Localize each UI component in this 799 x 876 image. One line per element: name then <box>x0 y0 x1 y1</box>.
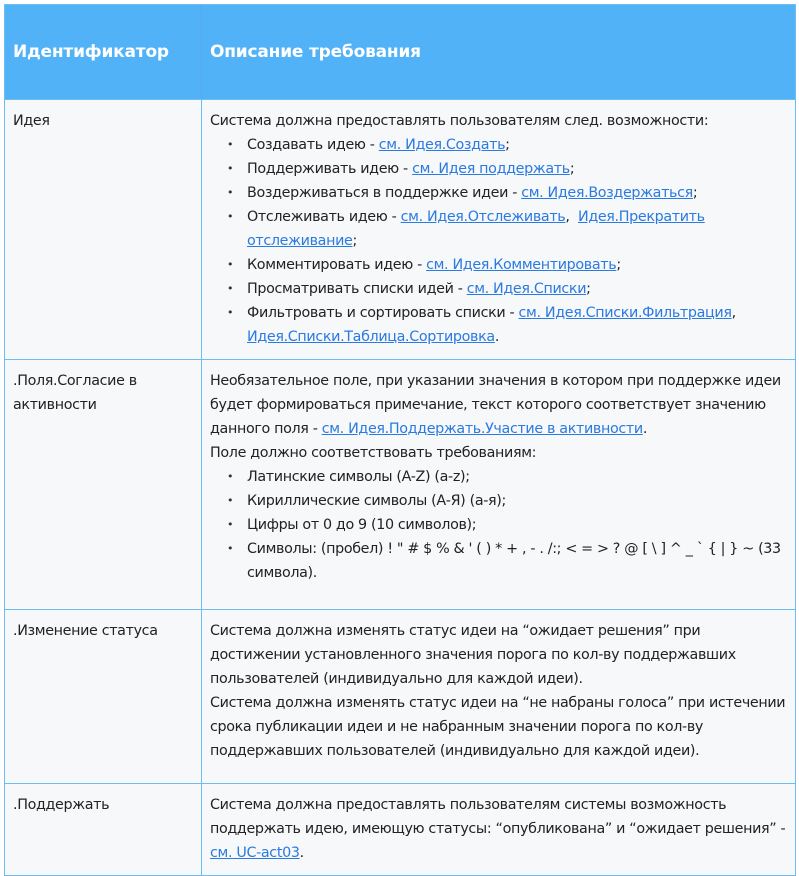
requirements-table <box>4 4 796 876</box>
table-row <box>5 100 796 360</box>
link-idea-stop-tracking[interactable]: Идея.Прекратить отслеживание <box>247 209 705 249</box>
description-paragraph: Система должна изменять статус идеи на “ожидает решения” при достижении установленного значения порога по кол-ву поддержавших пользователей (индивидуально для каждой идеи). <box>210 623 736 687</box>
row-identifier: Идея <box>5 100 202 360</box>
row-description <box>202 360 796 610</box>
list-item: • Отслеживать идею - см. Идея.Отслеживать, Идея.Прекратить отслеживание; <box>225 205 787 253</box>
list-item: • Создавать идею - см. Идея.Создать; <box>225 133 787 157</box>
row-description <box>202 610 796 784</box>
header-identifier: Идентификатор <box>5 5 202 100</box>
link-idea-support[interactable]: см. Идея поддержать <box>412 161 570 177</box>
link-idea-lists-sort[interactable]: Идея.Списки.Таблица.Сортировка <box>247 329 495 345</box>
link-idea-lists-filter[interactable]: см. Идея.Списки.Фильтрация <box>518 305 732 321</box>
list-item: • Просматривать списки идей - см. Идея.Списки; <box>225 277 787 301</box>
row-description: Система должна предоставлять пользователям системы возможность поддержать идею, имеющую статусы: “опубликована” и “ожидает решения” - см. UC-act03. <box>202 784 796 876</box>
capability-list <box>210 133 787 349</box>
row-identifier: .Изменение статуса <box>5 610 202 784</box>
link-idea-support-participation[interactable]: см. Идея.Поддержать.Участие в активности <box>321 421 643 437</box>
table-header-row <box>5 5 796 100</box>
link-idea-abstain[interactable]: см. Идея.Воздержаться <box>521 185 693 201</box>
list-item: • Поддерживать идею - см. Идея поддержать; <box>225 157 787 181</box>
list-item: • Воздерживаться в поддержке идеи - см. Идея.Воздержаться; <box>225 181 787 205</box>
list-item: • Комментировать идею - см. Идея.Комментировать; <box>225 253 787 277</box>
list-item: • Символы: (пробел) ! " # $ % & ' ( ) * + , - . /:; < = > ? @ [ \ ] ^ _ ` { | } ~ (33 символа). <box>225 537 787 585</box>
table-row <box>5 784 796 876</box>
link-uc-act03[interactable]: см. UC-act03 <box>210 845 300 861</box>
description-paragraph: Система должна изменять статус идеи на “не набраны голоса” при истечении срока публикации идеи и не набранным значении порога по кол-ву поддержавших пользователей (индивидуально для каждой идеи). <box>210 695 786 759</box>
row-identifier: .Поддержать <box>5 784 202 876</box>
table-row <box>5 360 796 610</box>
character-requirements-list <box>210 465 787 585</box>
list-item: • Цифры от 0 до 9 (10 символов); <box>225 513 787 537</box>
list-item: • Латинские символы (A-Z) (a-z); <box>225 465 787 489</box>
list-item: • Фильтровать и сортировать списки - см. Идея.Списки.Фильтрация, Идея.Списки.Таблица.Сортировка. <box>225 301 787 349</box>
description-requirements-intro: Поле должно соответствовать требованиям: <box>210 445 537 461</box>
link-idea-track[interactable]: см. Идея.Отслеживать <box>400 209 566 225</box>
description-intro: Система должна предоставлять пользователям след. возможности: <box>210 113 709 129</box>
list-item: • Кириллические символы (А-Я) (а-я); <box>225 489 787 513</box>
row-description <box>202 100 796 360</box>
link-idea-lists[interactable]: см. Идея.Списки <box>466 281 587 297</box>
row-identifier: .Поля.Согласие в активности <box>5 360 202 610</box>
requirements-table-container <box>4 4 795 876</box>
link-idea-create[interactable]: см. Идея.Создать <box>378 137 506 153</box>
header-description: Описание требования <box>202 5 796 100</box>
table-row <box>5 610 796 784</box>
description-intro: Необязательное поле, при указании значения в котором при поддержке идеи будет формироваться примечание, текст которого соответствует значению данного поля - см. Идея.Поддержать.Участие в активности. <box>210 373 781 437</box>
link-idea-comment[interactable]: см. Идея.Комментировать <box>426 257 617 273</box>
